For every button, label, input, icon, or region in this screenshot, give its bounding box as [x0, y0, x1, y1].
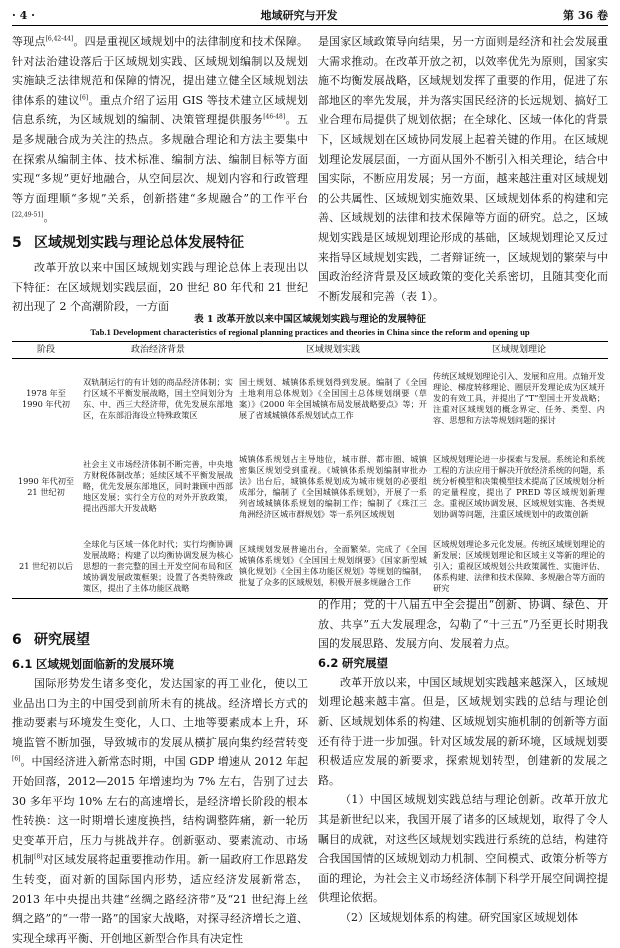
left-column-bottom [12, 625, 308, 948]
header-theory: 区域规划理论 [430, 342, 608, 359]
paragraph: 改革开放以来，中国区域规划实践越来越深入，区域规划理论越来越丰富。但是，区域规划实践的总结与理论创新、区域规划体系的构建、区域规划实施机制的创新等方面还有待于进一步加强。针对区域发展的新环境，区域规划要积极适应发展的新要求，探索规划转型，创建新的发展之路。 [318, 675, 608, 787]
period-cell: 1990 年代初至 21 世纪初 [17, 475, 75, 497]
period-cell: 1978 年至 1990 年代初 [21, 387, 70, 409]
table-row [12, 439, 608, 535]
background-cell: 社会主义市场经济体制不断完善，中央地方财税体制改革；延续区域不平衡发展战略，优先发展东部地区，同时兼顾中西部地区发展；实行全方位的对外开放政策，提出西部大开发战略 [83, 459, 233, 513]
development-table [12, 341, 608, 599]
theory-cell: 区域规划理论多元化发展。传统区域规划理论的新发展；区域规划理论和区域主义等新的理论的引入；重视区域规划公共政策属性、实施评估、体系构建、法律和技术保障、多规融合等方面的研究 [430, 535, 608, 599]
page-number: · 4 · [12, 8, 35, 22]
right-column-bottom [318, 595, 608, 928]
header-background: 政治经济背景 [80, 342, 236, 359]
left-column-top [12, 32, 308, 317]
practice-cell: 区域规划发展普遍出台，全面繁荣。完成了《全国城镇体系规划》《全国国土规划纲要》《国家新型城镇化规划》《全国主体功能区规划》等规划的编制，批复了众多的区域规划，积极开展多规融合工作 [236, 535, 430, 599]
paragraph: 等现点[6,42-44]。四是重视区域规划中的法律制度和技术保障。针对法治建设落后于区域规划实践、区域规划编制以及规划实施缺乏法律规范和保障的情况，提出建立健全区域规划法律体系的建议[6]。重点介绍了运用 GIS 等技术建立区域规划信息系统，为区域规划的编制、决策管理提供服务[46-48]。五是多规融合成为关注的热点。多规融合理论和方法主要集中在探索从编制主体、技术标准、编制方法、编制目标等方面实现“多规”更好地融合，从空间层次、规划内容和行政管理等方面理顺“多规”关系，创新搭建“多规融合”的工作平台[22,49-51]。 [12, 35, 309, 225]
period-cell: 21 世纪初以后 [12, 535, 80, 599]
journal-title: 地域研究与开发 [260, 9, 338, 22]
practice-cell: 城镇体系规划占主导地位，城市群、都市圈、城镇密集区规划受到重视。《城镇体系规划编制审批办法》出台后，城镇体系规划成为城市规划的必要组成部分，编制了《全国城镇体系规划》，开展了一系列省域城镇体系规划的编制工作；编制了《珠江三角洲经济区城市群规划》等一系列区域规划 [239, 453, 427, 519]
right-column-top [318, 32, 608, 306]
theory-cell: 区域规划理论进一步探索与发展。系统论和系统工程的方法应用于解决开放经济系统的问题，系统分析模型和决策模型技术提高了区域规划分析的定量程度，提出了 PRED 等区域规划新理念。重视区域协调发展、区域规划实施、各类规划协调等问题，注重区域规划中的政策创新 [433, 453, 605, 519]
paragraph: 是国家区域政策导向结果，另一方面则是经济和社会发展重大需求推动。在改革开放之初，以效率优先为原则，国家实施不均衡发展战略，区域规划发挥了重要的作用，促进了东部地区的率先发展，并为落实国民经济的长远规划、搞好工业合理布局提供了规划依据；在全球化、区域一体化的背景下，区域规划在区域协同发展上起着关键的作用。在区域规划理论发展层面，一方面从国外不断引入相关理论，结合中国实际，不断应用发展；另一方面，越来越注重对区域规划的公共属性、区域规划实施效果、区域规划体系的构建和完善、区域规划的法律和技术保障等方面的研究。总之，区域规划实践是区域规划理论形成的基础，区域规划理论又反过来指导区域规划实践，二者辩证统一，区域规划的繁荣与中国政治经济背景及区域政策的变化关系密切，且随其变化而不断发展和完善（表 1）。 [318, 35, 608, 303]
subsection-6-1-heading: 6.1 区域规划面临新的发展环境 [12, 657, 174, 671]
table-row [12, 359, 608, 439]
background-cell: 双轨制运行的有计划的商品经济体制；实行区域不平衡发展战略，国土空间划分为东、中、西三大经济带，优先发展东部地区，在东部沿海设立特殊政策区 [83, 376, 233, 420]
paragraph: 的作用；党的十八届五中全会提出“创新、协调、绿色、开放、共享”五大发展理念，勾勒了“十三五”乃至更长时期我国的发展思路、发展方向、发展着力点。 [318, 598, 608, 651]
header-practice: 区域规划实践 [236, 342, 430, 359]
table-row [12, 535, 608, 599]
table-caption-en: Tab.1 Development characteristics of regional planning practices and theories in China since the reform and opening up [90, 327, 530, 337]
volume-label: 第 36 卷 [563, 9, 608, 22]
subsection-6-2-heading: 6.2 研究展望 [318, 655, 388, 670]
table-caption-cn: 表 1 改革开放以来中国区域规划实践与理论的发展特征 [194, 314, 426, 325]
background-cell: 全球化与区域一体化时代；实行均衡协调发展战略；构建了以均衡协调发展为核心思想的一套完整的国土开发空间布局和区域协调发展政策框架；设置了各类特殊政策区，提出了主体功能区战略 [80, 535, 236, 599]
running-header [12, 6, 608, 24]
table-1 [12, 314, 608, 599]
table-header-row [12, 342, 608, 359]
paragraph: 改革开放以来中国区域规划实践与理论总体上表现出以下特征：在区域规划实践层面，20 世纪 80 年代和 21 世纪初出现了 2 个高潮阶段，一方面 [12, 260, 308, 314]
paragraph: （1）中国区域规划实践总结与理论创新。改革开放尤其是新世纪以来，我国开展了诸多的区域规划，取得了令人瞩目的成就，对这些区域规划实践进行系统的总结，构建符合我国国情的区域规划动力机制、空间模式、政策分析等方面的理论，为社会主义市场经济体制下科学开展空间调控提供理论依据。 [318, 793, 608, 905]
section-5-heading: 5 区域规划实践与理论总体发展特征 [12, 234, 244, 251]
header-period: 阶段 [12, 342, 80, 359]
header-rule [12, 25, 608, 26]
paragraph: （2）区域规划体系的构建。研究国家区域规划体 [340, 910, 578, 924]
section-6-heading: 6 研究展望 [12, 632, 90, 648]
practice-cell: 国土规划、城镇体系规划得到发展。编制了《全国土地利用总体规划》《全国国土总体规划纲要（草案）》《2000 年全国城镇布局发展战略要点》等；开展了省域城镇体系规划试点工作 [239, 376, 427, 420]
paragraph: 国际形势发生诸多变化，发达国家的再工业化，使以工业品出口为主的中国受到前所未有的挑战。经济增长方式的推动要素与环境发生变化，人口、土地等要素成本上升，环境监管不断加强，导致城市的发展从横扩展向集约经营转变[6]。中国经济进入新常态时期，中国 GDP 增速从 2012 年起开始回落，2012—2015 年增速均为 7% 左右，告别了过去 30 多年平均 10% 左右的高速增长，是经济增长阶段的根本性转换：这一时期增长速度换挡，结构调整阵痛，新一轮历史变革开启，压力与挑战并存。创新驱动、要素流动、市场机制[8]对区域发展将起重要推动作用。新一届政府工作思路发生转变，面对新的国际国内形势，适应经济发展新常态，2013 年中央提出共建“丝绸之路经济带”及“21 世纪海上丝绸之路”的“一带一路”的国家大战略，对探寻经济增长之道、实现全球再平衡、开创地区新型合作具有决定性 [12, 677, 309, 945]
theory-cell: 传统区域规划理论引入、发展和应用。点轴开发理论、梯度转移理论、圈层开发理论成为区域开发的有效工具，并提出了“T”型国土开发战略；注重对区域规划的概念界定、任务、类型、内容、思想和方法等规划问题的探讨 [433, 371, 605, 426]
